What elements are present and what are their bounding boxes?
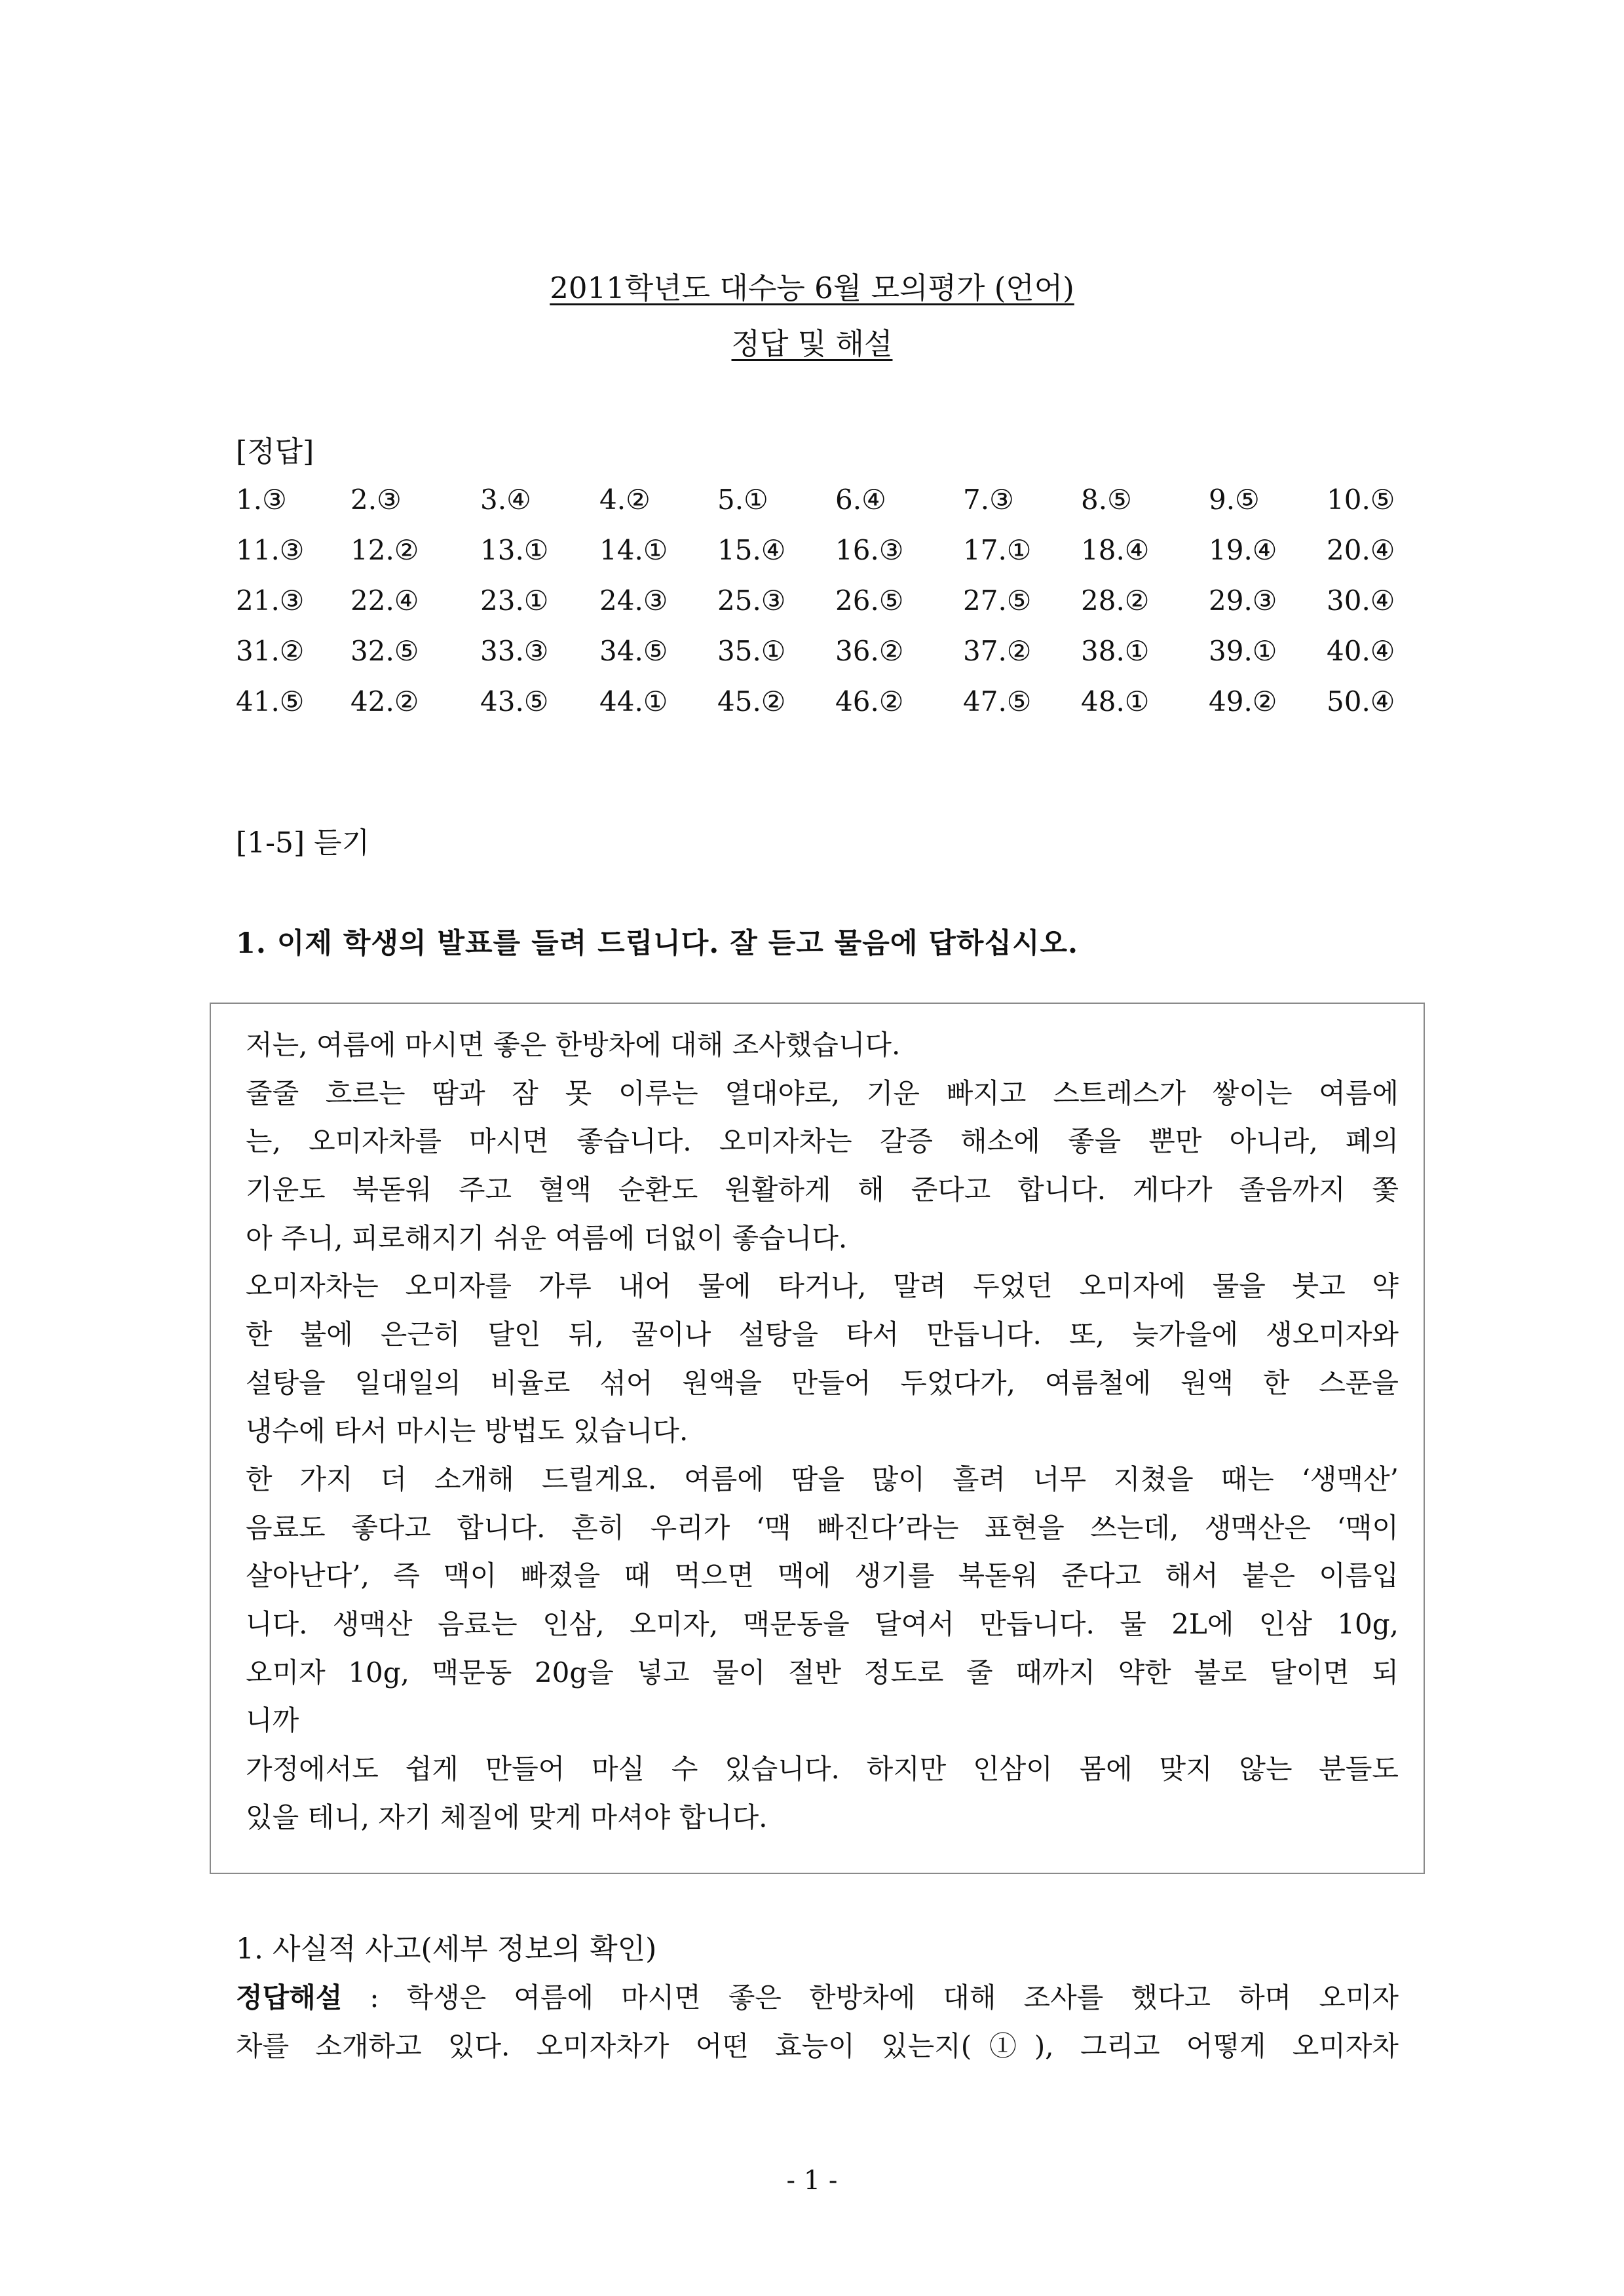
- answer-cell: 10.⑤: [1327, 484, 1395, 516]
- answer-cell: 31.②: [236, 635, 305, 667]
- answer-cell: 5.①: [717, 484, 768, 516]
- answer-cell: 50.④: [1327, 685, 1395, 718]
- script-line: 기운도 북돋워 주고 혈액 순환도 원활하게 해 준다고 합니다. 게다가 졸음까지 쫓: [246, 1174, 1399, 1206]
- answer-cell: 15.④: [717, 534, 786, 566]
- script-line: 오미자차는 오미자를 가루 내어 물에 타거나, 말려 두었던 오미자에 물을 붓고 약: [246, 1270, 1399, 1302]
- answer-cell: 25.③: [717, 584, 786, 617]
- answer-cell: 19.④: [1209, 534, 1277, 566]
- answer-cell: 2.③: [350, 484, 402, 516]
- script-line: 저는, 여름에 마시면 좋은 한방차에 대해 조사했습니다.: [246, 1029, 901, 1061]
- answer-cell: 3.④: [480, 484, 531, 516]
- answer-cell: 37.②: [963, 635, 1032, 667]
- answer-cell: 36.②: [835, 635, 904, 667]
- answer-cell: 17.①: [963, 534, 1032, 566]
- answer-cell: 49.②: [1209, 685, 1277, 718]
- answer-cell: 26.⑤: [835, 584, 904, 617]
- script-line: 아 주니, 피로해지기 쉬운 여름에 더없이 좋습니다.: [246, 1222, 848, 1254]
- answer-cell: 6.④: [835, 484, 886, 516]
- analysis-line-2: 차를 소개하고 있다. 오미자차가 어떤 효능이 있는지(①), 그리고 어떻게 오미자차: [236, 2030, 1399, 2062]
- answer-cell: 8.⑤: [1081, 484, 1132, 516]
- answer-cell: 44.①: [599, 685, 668, 718]
- script-line: 한 불에 은근히 달인 뒤, 꿀이나 설탕을 타서 만듭니다. 또, 늦가을에 생오미자와: [246, 1318, 1399, 1350]
- question-prompt: 1. 이제 학생의 발표를 들려 드립니다. 잘 듣고 물음에 답하십시오.: [236, 927, 1079, 960]
- answer-cell: 47.⑤: [963, 685, 1032, 718]
- answer-cell: 18.④: [1081, 534, 1150, 566]
- answer-cell: 9.⑤: [1209, 484, 1260, 516]
- analysis-line-1: [236, 1978, 1399, 2018]
- script-line: 냉수에 타서 마시는 방법도 있습니다.: [246, 1415, 689, 1447]
- answer-cell: 42.②: [350, 685, 419, 718]
- script-line: 있을 테니, 자기 체질에 맞게 마셔야 합니다.: [246, 1801, 768, 1833]
- answer-cell: 24.③: [599, 584, 668, 617]
- script-line: 줄줄 흐르는 땀과 잠 못 이루는 열대야로, 기운 빠지고 스트레스가 쌓이는 여름에: [246, 1077, 1399, 1109]
- answer-cell: 45.②: [717, 685, 786, 718]
- script-line: 니다. 생맥산 음료는 인삼, 오미자, 맥문동을 달여서 만듭니다. 물 2L에 인삼 10g,: [246, 1608, 1399, 1640]
- script-line: 음료도 좋다고 합니다. 흔히 우리가 ‘맥 빠진다’라는 표현을 쓰는데, 생맥산은 ‘맥이: [246, 1512, 1399, 1544]
- answer-cell: 12.②: [350, 534, 419, 566]
- script-line: 가정에서도 쉽게 만들어 마실 수 있습니다. 하지만 인삼이 몸에 맞지 않는 분들도: [246, 1753, 1399, 1785]
- answer-cell: 33.③: [480, 635, 549, 667]
- answer-cell: 7.③: [963, 484, 1014, 516]
- answer-cell: 46.②: [835, 685, 904, 718]
- answer-cell: 30.④: [1327, 584, 1395, 617]
- answer-cell: 23.①: [480, 584, 549, 617]
- script-line: 한 가지 더 소개해 드릴게요. 여름에 땀을 많이 흘려 너무 지쳤을 때는 ‘생맥산’: [246, 1463, 1399, 1495]
- answer-cell: 38.①: [1081, 635, 1150, 667]
- script-line: 는, 오미자차를 마시면 좋습니다. 오미자차는 갈증 해소에 좋을 뿐만 아니라, 폐의: [246, 1125, 1399, 1157]
- answer-cell: 22.④: [350, 584, 419, 617]
- document-title: 2011학년도 대수능 6월 모의평가 (언어): [550, 271, 1074, 305]
- answer-cell: 41.⑤: [236, 685, 305, 718]
- script-line: 오미자 10g, 맥문동 20g을 넣고 물이 절반 정도로 줄 때까지 약한 불로 달이면 되: [246, 1656, 1399, 1689]
- document-subtitle: 정답 및 해설: [731, 326, 893, 361]
- section-heading: [1-5] 듣기: [236, 826, 370, 860]
- answer-cell: 35.①: [717, 635, 786, 667]
- answer-cell: 48.①: [1081, 685, 1150, 718]
- answer-cell: 27.⑤: [963, 584, 1032, 617]
- answer-cell: 11.③: [236, 534, 305, 566]
- answer-cell: 4.②: [599, 484, 651, 516]
- answers-heading: [정답]: [236, 435, 314, 469]
- page-number: - 1 -: [786, 2166, 838, 2196]
- answer-cell: 32.⑤: [350, 635, 419, 667]
- answer-cell: 28.②: [1081, 584, 1150, 617]
- answer-cell: 13.①: [480, 534, 549, 566]
- answer-cell: 16.③: [835, 534, 904, 566]
- answer-cell: 40.④: [1327, 635, 1395, 667]
- analysis-label: 정답해설: [236, 1981, 343, 2014]
- answer-cell: 20.④: [1327, 534, 1395, 566]
- script-line: 살아난다’, 즉 맥이 빠졌을 때 먹으면 맥에 생기를 북돋워 준다고 해서 붙은 이름입: [246, 1559, 1399, 1592]
- answer-cell: 39.①: [1209, 635, 1277, 667]
- answer-cell: 14.①: [599, 534, 668, 566]
- answer-cell: 43.⑤: [480, 685, 549, 718]
- answer-cell: 21.③: [236, 584, 305, 617]
- script-line: 니까: [246, 1704, 299, 1736]
- answer-cell: 1.③: [236, 484, 287, 516]
- script-line: 설탕을 일대일의 비율로 섞어 원액을 만들어 두었다가, 여름철에 원액 한 스푼을: [246, 1367, 1399, 1399]
- answer-cell: 34.⑤: [599, 635, 668, 667]
- analysis-title: 1. 사실적 사고(세부 정보의 확인): [236, 1932, 657, 1966]
- answer-cell: 29.③: [1209, 584, 1277, 617]
- analysis-text-1: : 학생은 여름에 마시면 좋은 한방차에 대해 조사를 했다고 하며 오미자: [342, 1981, 1399, 2014]
